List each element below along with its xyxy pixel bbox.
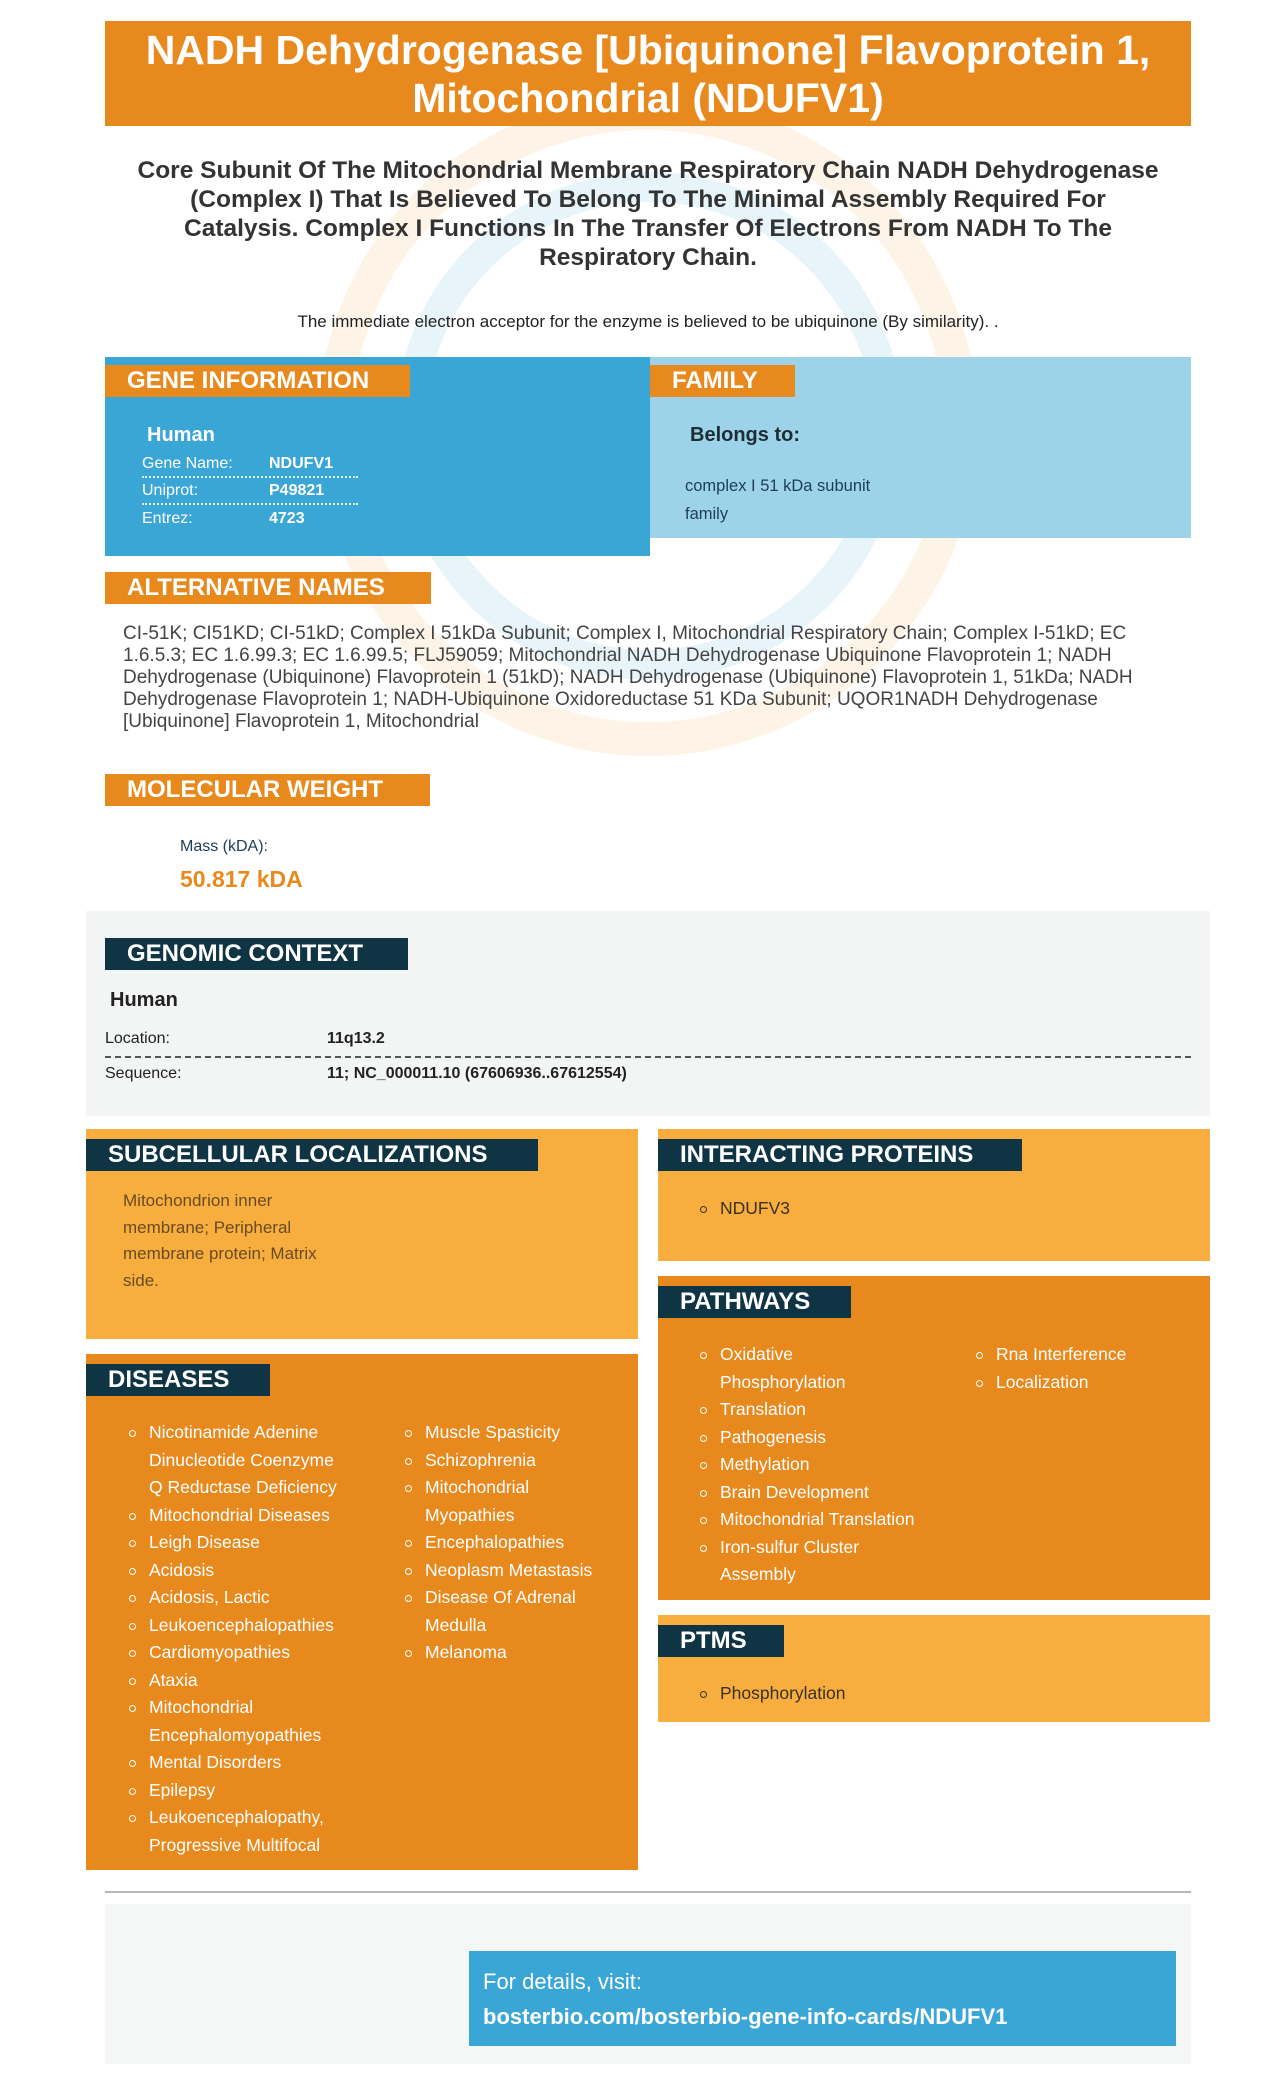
- location-label: Location:: [105, 1030, 170, 1047]
- interacting-proteins-list: [700, 1195, 1000, 1223]
- pathways-list-col1: [700, 1341, 920, 1589]
- pathway-item: Methylation: [700, 1451, 920, 1479]
- disease-item: Epilepsy: [129, 1777, 349, 1805]
- family-heading: FAMILY: [650, 365, 795, 397]
- pathway-item: Localization: [976, 1369, 1176, 1397]
- disease-item: Leigh Disease: [129, 1529, 349, 1557]
- entrez-row: [142, 505, 358, 532]
- pathway-item: Pathogenesis: [700, 1424, 920, 1452]
- function-text: The immediate electron acceptor for the enzyme is believed to be ubiquinone (By similarity). .: [297, 312, 999, 331]
- genomic-species: Human: [110, 989, 178, 1011]
- family-value: complex I 51 kDa subunit family: [685, 477, 871, 523]
- alternative-names-text: CI-51K; CI51KD; CI-51kD; Complex I 51kDa Subunit; Complex I, Mitochondrial Respiratory Chain; Complex I-51kD; EC 1.6.5.3; EC 1.6.99.3; EC 1.6.99.5; FLJ59059; Mitochondrial NADH Dehydrogenase Ubiquinone Flavoprotein 1; NADH Dehydrogenase (Ubiquinone) Flavoprotein 1 (51kD); NADH Dehydrogenase (Ubiquinone) Flavoprotein 1, 51kDa; NADH Dehydrogenase Flavoprotein 1; NADH-Ubiquinone Oxidoreductase 51 KDa Subunit; UQOR1NADH Dehydrogenase [Ubiquinone] Flavoprotein 1, Mitochondrial: [123, 623, 1133, 732]
- pathway-item: Iron-sulfur Cluster Assembly: [700, 1534, 920, 1589]
- disease-item: Melanoma: [405, 1639, 605, 1667]
- pathway-item: Oxidative Phosphorylation: [700, 1341, 920, 1396]
- disease-item: Nicotinamide Adenine Dinucleotide Coenzyme Q Reductase Deficiency: [129, 1419, 349, 1502]
- ptm-item: Phosphorylation: [700, 1680, 1000, 1708]
- genomic-context-heading: GENOMIC CONTEXT: [105, 938, 408, 970]
- disease-item: Mitochondrial Diseases: [129, 1502, 349, 1530]
- details-label: For details, visit:: [483, 1969, 642, 1994]
- location-value: 11q13.2: [327, 1030, 385, 1047]
- mass-label: Mass (kDA):: [180, 838, 268, 855]
- diseases-list-col2: [405, 1419, 605, 1667]
- pathways-list-col2: [976, 1341, 1176, 1396]
- protein-summary: Core Subunit Of The Mitochondrial Membrane Respiratory Chain NADH Dehydrogenase (Complex I) That Is Believed To Belong To The Minimal Assembly Required For Catalysis. Complex I Functions In The Transfer Of Electrons From NADH To The Respiratory Chain.: [137, 157, 1159, 271]
- alternative-names-heading: ALTERNATIVE NAMES: [105, 572, 431, 604]
- sequence-value: 11; NC_000011.10 (67606936..67612554): [327, 1065, 627, 1082]
- disease-item: Mitochondrial Encephalomyopathies: [129, 1694, 349, 1749]
- disease-item: Acidosis: [129, 1557, 349, 1585]
- disease-item: Disease Of Adrenal Medulla: [405, 1584, 605, 1639]
- subcellular-heading: SUBCELLULAR LOCALIZATIONS: [86, 1139, 538, 1171]
- molecular-weight-heading: MOLECULAR WEIGHT: [105, 774, 430, 806]
- disease-item: Mental Disorders: [129, 1749, 349, 1777]
- details-callout[interactable]: [469, 1951, 1176, 2046]
- diseases-heading: DISEASES: [86, 1364, 270, 1396]
- disease-item: Leukoencephalopathies: [129, 1612, 349, 1640]
- mass-value: 50.817 kDA: [180, 866, 303, 892]
- pathway-item: Brain Development: [700, 1479, 920, 1507]
- gene-name-value: NDUFV1: [269, 454, 334, 472]
- page-title: NADH Dehydrogenase [Ubiquinone] Flavoprotein 1, Mitochondrial (NDUFV1): [145, 26, 1151, 121]
- pathway-item: Mitochondrial Translation: [700, 1506, 920, 1534]
- diseases-list-col1: [129, 1419, 349, 1859]
- interacting-protein-item: NDUFV3: [700, 1195, 1000, 1223]
- gene-name-row: [142, 451, 358, 478]
- pathway-item: Rna Interference: [976, 1341, 1176, 1369]
- disease-item: Neoplasm Metastasis: [405, 1557, 605, 1585]
- details-link[interactable]: bosterbio.com/bosterbio-gene-info-cards/NDUFV1: [483, 2004, 1008, 2029]
- ptms-heading: PTMS: [658, 1625, 784, 1657]
- footer-divider: [105, 1891, 1191, 1893]
- gene-information-heading: GENE INFORMATION: [105, 365, 410, 397]
- interacting-proteins-heading: INTERACTING PROTEINS: [658, 1139, 1022, 1171]
- sequence-label: Sequence:: [105, 1065, 182, 1082]
- gene-species: Human: [147, 424, 215, 446]
- uniprot-value: P49821: [269, 481, 325, 499]
- disease-item: Acidosis, Lactic: [129, 1584, 349, 1612]
- family-label: Belongs to:: [690, 424, 800, 446]
- uniprot-label: Uniprot:: [142, 481, 199, 499]
- disease-item: Encephalopathies: [405, 1529, 605, 1557]
- entrez-label: Entrez:: [142, 509, 193, 527]
- entrez-value: 4723: [269, 509, 305, 527]
- uniprot-row: [142, 478, 358, 505]
- disease-item: Muscle Spasticity: [405, 1419, 605, 1447]
- disease-item: Cardiomyopathies: [129, 1639, 349, 1667]
- disease-item: Mitochondrial Myopathies: [405, 1474, 605, 1529]
- pathway-item: Translation: [700, 1396, 920, 1424]
- location-row: [105, 1022, 1191, 1056]
- subcellular-text: Mitochondrion inner membrane; Peripheral membrane protein; Matrix side.: [123, 1191, 317, 1290]
- sequence-row: [105, 1057, 1191, 1091]
- disease-item: Ataxia: [129, 1667, 349, 1695]
- disease-item: Leukoencephalopathy, Progressive Multifocal: [129, 1804, 349, 1859]
- disease-item: Schizophrenia: [405, 1447, 605, 1475]
- ptms-list: [700, 1680, 1000, 1708]
- pathways-heading: PATHWAYS: [658, 1286, 851, 1318]
- gene-name-label: Gene Name:: [142, 454, 233, 472]
- title-banner: [105, 21, 1191, 126]
